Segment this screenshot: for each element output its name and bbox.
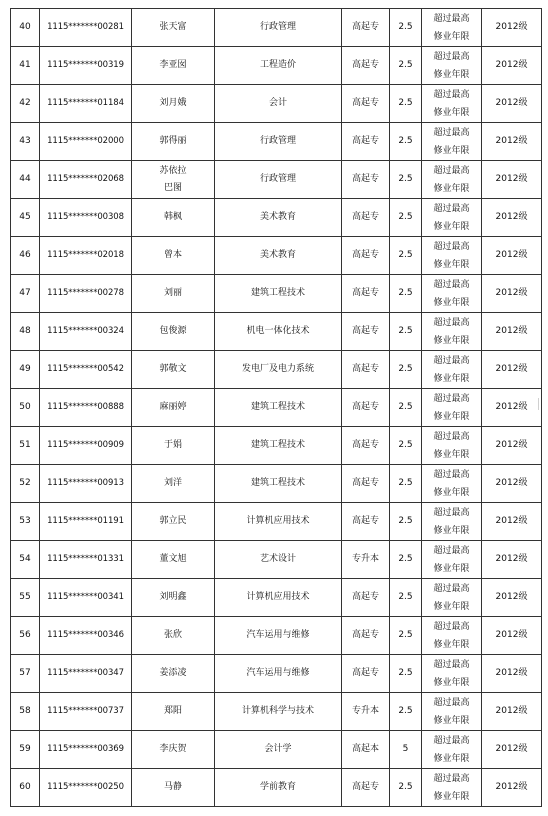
student-id: 1115*******01191 xyxy=(40,503,132,541)
grade: 2012级 xyxy=(482,351,542,389)
student-name xyxy=(132,161,215,199)
major: 行政管理 xyxy=(215,161,342,199)
student-table xyxy=(10,8,542,807)
major: 行政管理 xyxy=(215,123,342,161)
student-name: 刘丽 xyxy=(132,275,215,313)
status-line2: 修业年限 xyxy=(433,449,470,460)
table-row xyxy=(11,389,542,427)
page-edge-mark xyxy=(538,398,545,410)
student-name: 郭立民 xyxy=(132,503,215,541)
study-years: 2.5 xyxy=(390,427,422,465)
major: 发电厂及电力系统 xyxy=(215,351,342,389)
status-cell xyxy=(422,769,482,807)
education-level: 高起专 xyxy=(342,275,390,313)
status-line1: 超过最高 xyxy=(433,13,470,24)
status-cell xyxy=(422,85,482,123)
education-level: 高起专 xyxy=(342,199,390,237)
status-line1: 超过最高 xyxy=(433,89,470,100)
student-name: 于娟 xyxy=(132,427,215,465)
student-name: 麻丽婷 xyxy=(132,389,215,427)
student-id: 1115*******01184 xyxy=(40,85,132,123)
grade: 2012级 xyxy=(482,313,542,351)
table-row xyxy=(11,313,542,351)
row-number: 56 xyxy=(11,617,40,655)
education-level: 高起专 xyxy=(342,617,390,655)
study-years: 2.5 xyxy=(390,503,422,541)
study-years: 2.5 xyxy=(390,579,422,617)
student-id: 1115*******00250 xyxy=(40,769,132,807)
status-cell xyxy=(422,199,482,237)
row-number: 47 xyxy=(11,275,40,313)
major: 学前教育 xyxy=(215,769,342,807)
student-name: 刘洋 xyxy=(132,465,215,503)
education-level: 高起专 xyxy=(342,47,390,85)
student-name: 张欣 xyxy=(132,617,215,655)
status-cell xyxy=(422,351,482,389)
study-years: 2.5 xyxy=(390,199,422,237)
status-line2: 修业年限 xyxy=(433,639,470,650)
student-name: 张天富 xyxy=(132,9,215,47)
education-level: 高起专 xyxy=(342,655,390,693)
row-number: 42 xyxy=(11,85,40,123)
status-cell xyxy=(422,655,482,693)
row-number: 54 xyxy=(11,541,40,579)
status-line1: 超过最高 xyxy=(433,545,470,556)
status-cell xyxy=(422,731,482,769)
study-years: 2.5 xyxy=(390,465,422,503)
table-row xyxy=(11,731,542,769)
status-line1: 超过最高 xyxy=(433,431,470,442)
major: 建筑工程技术 xyxy=(215,427,342,465)
status-line1: 超过最高 xyxy=(433,583,470,594)
grade: 2012级 xyxy=(482,769,542,807)
study-years: 5 xyxy=(390,731,422,769)
education-level: 高起专 xyxy=(342,427,390,465)
study-years: 2.5 xyxy=(390,85,422,123)
table-row xyxy=(11,161,542,199)
student-id: 1115*******00737 xyxy=(40,693,132,731)
student-name-line1: 苏依拉 xyxy=(159,165,187,176)
study-years: 2.5 xyxy=(390,541,422,579)
status-line2: 修业年限 xyxy=(433,145,470,156)
status-cell xyxy=(422,693,482,731)
study-years: 2.5 xyxy=(390,47,422,85)
student-id: 1115*******00347 xyxy=(40,655,132,693)
grade: 2012级 xyxy=(482,161,542,199)
student-id: 1115*******02018 xyxy=(40,237,132,275)
student-name: 曾本 xyxy=(132,237,215,275)
row-number: 60 xyxy=(11,769,40,807)
status-line2: 修业年限 xyxy=(433,411,470,422)
table-row xyxy=(11,617,542,655)
status-line2: 修业年限 xyxy=(433,753,470,764)
major: 建筑工程技术 xyxy=(215,389,342,427)
status-line1: 超过最高 xyxy=(433,507,470,518)
status-line1: 超过最高 xyxy=(433,469,470,480)
status-cell xyxy=(422,161,482,199)
major: 计算机应用技术 xyxy=(215,579,342,617)
student-name: 李亚囡 xyxy=(132,47,215,85)
status-line2: 修业年限 xyxy=(433,183,470,194)
grade: 2012级 xyxy=(482,47,542,85)
table-row xyxy=(11,47,542,85)
table-row xyxy=(11,237,542,275)
table-row xyxy=(11,769,542,807)
status-cell xyxy=(422,313,482,351)
education-level: 高起专 xyxy=(342,9,390,47)
status-line1: 超过最高 xyxy=(433,355,470,366)
status-line1: 超过最高 xyxy=(433,773,470,784)
row-number: 59 xyxy=(11,731,40,769)
table-row xyxy=(11,199,542,237)
student-name: 包俊源 xyxy=(132,313,215,351)
major: 计算机应用技术 xyxy=(215,503,342,541)
student-id: 1115*******02068 xyxy=(40,161,132,199)
row-number: 58 xyxy=(11,693,40,731)
status-line2: 修业年限 xyxy=(433,677,470,688)
status-line1: 超过最高 xyxy=(433,51,470,62)
study-years: 2.5 xyxy=(390,769,422,807)
table-row xyxy=(11,85,542,123)
student-id: 1115*******00281 xyxy=(40,9,132,47)
status-line1: 超过最高 xyxy=(433,621,470,632)
student-name: 郭得丽 xyxy=(132,123,215,161)
study-years: 2.5 xyxy=(390,389,422,427)
student-id: 1115*******02000 xyxy=(40,123,132,161)
status-cell xyxy=(422,617,482,655)
row-number: 55 xyxy=(11,579,40,617)
grade: 2012级 xyxy=(482,389,542,427)
education-level: 高起专 xyxy=(342,123,390,161)
grade: 2012级 xyxy=(482,579,542,617)
student-name-line2: 巴图 xyxy=(163,182,182,193)
table-row xyxy=(11,351,542,389)
table-row xyxy=(11,655,542,693)
status-line1: 超过最高 xyxy=(433,317,470,328)
major: 汽车运用与维修 xyxy=(215,617,342,655)
grade: 2012级 xyxy=(482,85,542,123)
student-name: 姜添凌 xyxy=(132,655,215,693)
major: 会计学 xyxy=(215,731,342,769)
status-line1: 超过最高 xyxy=(433,203,470,214)
major: 工程造价 xyxy=(215,47,342,85)
row-number: 45 xyxy=(11,199,40,237)
table-row xyxy=(11,503,542,541)
grade: 2012级 xyxy=(482,503,542,541)
student-name: 刘月娥 xyxy=(132,85,215,123)
education-level: 高起专 xyxy=(342,465,390,503)
student-id: 1115*******00346 xyxy=(40,617,132,655)
education-level: 高起专 xyxy=(342,313,390,351)
status-cell xyxy=(422,465,482,503)
status-cell xyxy=(422,579,482,617)
student-id: 1115*******00369 xyxy=(40,731,132,769)
education-level: 高起专 xyxy=(342,579,390,617)
table-row xyxy=(11,579,542,617)
student-id: 1115*******00319 xyxy=(40,47,132,85)
status-line1: 超过最高 xyxy=(433,393,470,404)
grade: 2012级 xyxy=(482,465,542,503)
status-line1: 超过最高 xyxy=(433,127,470,138)
grade: 2012级 xyxy=(482,123,542,161)
student-id: 1115*******00909 xyxy=(40,427,132,465)
status-line2: 修业年限 xyxy=(433,31,470,42)
study-years: 2.5 xyxy=(390,693,422,731)
status-line2: 修业年限 xyxy=(433,107,470,118)
education-level: 高起专 xyxy=(342,85,390,123)
status-line2: 修业年限 xyxy=(433,69,470,80)
row-number: 52 xyxy=(11,465,40,503)
grade: 2012级 xyxy=(482,541,542,579)
study-years: 2.5 xyxy=(390,351,422,389)
row-number: 53 xyxy=(11,503,40,541)
major: 会计 xyxy=(215,85,342,123)
student-name: 郑阳 xyxy=(132,693,215,731)
grade: 2012级 xyxy=(482,427,542,465)
status-line2: 修业年限 xyxy=(433,487,470,498)
table-row xyxy=(11,9,542,47)
status-line2: 修业年限 xyxy=(433,373,470,384)
grade: 2012级 xyxy=(482,693,542,731)
major: 建筑工程技术 xyxy=(215,465,342,503)
education-level: 高起专 xyxy=(342,389,390,427)
table-body xyxy=(11,9,542,807)
student-id: 1115*******01331 xyxy=(40,541,132,579)
status-cell xyxy=(422,9,482,47)
row-number: 50 xyxy=(11,389,40,427)
student-id: 1115*******00308 xyxy=(40,199,132,237)
education-level: 高起本 xyxy=(342,731,390,769)
major: 艺术设计 xyxy=(215,541,342,579)
student-name: 马静 xyxy=(132,769,215,807)
education-level: 高起专 xyxy=(342,237,390,275)
student-name: 郭敬文 xyxy=(132,351,215,389)
grade: 2012级 xyxy=(482,9,542,47)
major: 机电一体化技术 xyxy=(215,313,342,351)
grade: 2012级 xyxy=(482,237,542,275)
status-cell xyxy=(422,47,482,85)
status-line2: 修业年限 xyxy=(433,335,470,346)
table-row xyxy=(11,275,542,313)
student-name: 韩枫 xyxy=(132,199,215,237)
status-line2: 修业年限 xyxy=(433,221,470,232)
status-line2: 修业年限 xyxy=(433,259,470,270)
grade: 2012级 xyxy=(482,275,542,313)
table-row xyxy=(11,427,542,465)
student-id: 1115*******00324 xyxy=(40,313,132,351)
table-row xyxy=(11,465,542,503)
row-number: 40 xyxy=(11,9,40,47)
status-cell xyxy=(422,503,482,541)
grade: 2012级 xyxy=(482,617,542,655)
row-number: 51 xyxy=(11,427,40,465)
table-row xyxy=(11,123,542,161)
study-years: 2.5 xyxy=(390,161,422,199)
study-years: 2.5 xyxy=(390,9,422,47)
status-line1: 超过最高 xyxy=(433,735,470,746)
status-line2: 修业年限 xyxy=(433,563,470,574)
row-number: 44 xyxy=(11,161,40,199)
status-line2: 修业年限 xyxy=(433,791,470,802)
study-years: 2.5 xyxy=(390,313,422,351)
status-line1: 超过最高 xyxy=(433,279,470,290)
row-number: 41 xyxy=(11,47,40,85)
education-level: 高起专 xyxy=(342,351,390,389)
status-line1: 超过最高 xyxy=(433,165,470,176)
education-level: 专升本 xyxy=(342,541,390,579)
study-years: 2.5 xyxy=(390,617,422,655)
status-cell xyxy=(422,389,482,427)
status-cell xyxy=(422,275,482,313)
status-line1: 超过最高 xyxy=(433,241,470,252)
status-line2: 修业年限 xyxy=(433,297,470,308)
major: 计算机科学与技术 xyxy=(215,693,342,731)
major: 美术教育 xyxy=(215,199,342,237)
status-line2: 修业年限 xyxy=(433,601,470,612)
row-number: 46 xyxy=(11,237,40,275)
table-row xyxy=(11,693,542,731)
row-number: 48 xyxy=(11,313,40,351)
row-number: 43 xyxy=(11,123,40,161)
study-years: 2.5 xyxy=(390,655,422,693)
status-cell xyxy=(422,427,482,465)
study-years: 2.5 xyxy=(390,237,422,275)
student-name: 董文旭 xyxy=(132,541,215,579)
study-years: 2.5 xyxy=(390,123,422,161)
grade: 2012级 xyxy=(482,199,542,237)
student-id: 1115*******00888 xyxy=(40,389,132,427)
study-years: 2.5 xyxy=(390,275,422,313)
status-cell xyxy=(422,541,482,579)
student-name: 李庆贺 xyxy=(132,731,215,769)
student-id: 1115*******00542 xyxy=(40,351,132,389)
student-id: 1115*******00913 xyxy=(40,465,132,503)
status-line1: 超过最高 xyxy=(433,659,470,670)
student-id: 1115*******00278 xyxy=(40,275,132,313)
grade: 2012级 xyxy=(482,731,542,769)
major: 行政管理 xyxy=(215,9,342,47)
student-name: 刘明鑫 xyxy=(132,579,215,617)
status-cell xyxy=(422,123,482,161)
row-number: 49 xyxy=(11,351,40,389)
education-level: 高起专 xyxy=(342,161,390,199)
major: 汽车运用与维修 xyxy=(215,655,342,693)
table-row xyxy=(11,541,542,579)
major: 美术教育 xyxy=(215,237,342,275)
status-line2: 修业年限 xyxy=(433,525,470,536)
status-cell xyxy=(422,237,482,275)
major: 建筑工程技术 xyxy=(215,275,342,313)
status-line1: 超过最高 xyxy=(433,697,470,708)
education-level: 高起专 xyxy=(342,503,390,541)
student-id: 1115*******00341 xyxy=(40,579,132,617)
status-line2: 修业年限 xyxy=(433,715,470,726)
education-level: 高起专 xyxy=(342,769,390,807)
grade: 2012级 xyxy=(482,655,542,693)
row-number: 57 xyxy=(11,655,40,693)
education-level: 专升本 xyxy=(342,693,390,731)
